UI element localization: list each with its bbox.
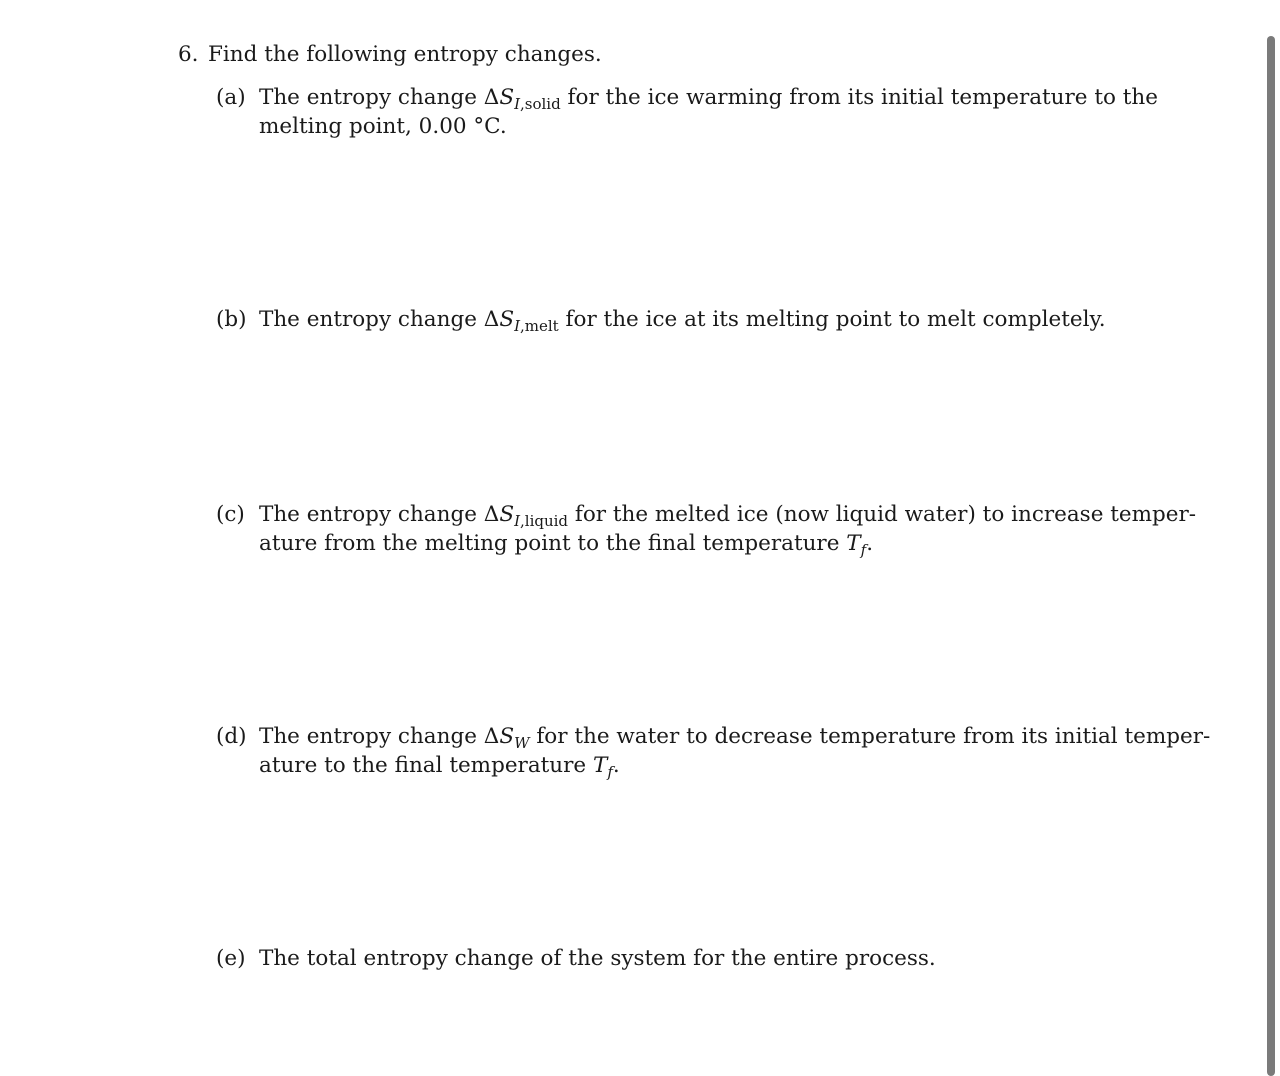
part-a-entropy-symbol: S bbox=[499, 85, 515, 110]
part-a-text-pre: The entropy change bbox=[259, 85, 484, 110]
part-d-delta-symbol: Δ bbox=[483, 724, 500, 749]
part-c-label: (c) bbox=[216, 502, 245, 527]
part-c-subscript-text: ,liquid bbox=[520, 512, 569, 530]
part-d bbox=[216, 722, 1211, 781]
part-b-text bbox=[259, 305, 1133, 334]
part-b-subscript-text: ,melt bbox=[520, 317, 559, 335]
part-c bbox=[216, 500, 1197, 559]
part-b-entropy-symbol: S bbox=[499, 307, 515, 332]
part-d-final-temp-symbol: T bbox=[592, 753, 608, 778]
part-b-label: (b) bbox=[216, 307, 247, 332]
part-c-text bbox=[259, 500, 1197, 559]
part-e-line-1: The total entropy change of the system for the entire process. bbox=[259, 946, 936, 971]
part-a-delta-symbol: Δ bbox=[483, 85, 500, 110]
part-d-final-temp-subscript: f bbox=[607, 763, 613, 781]
part-a-text-post: for the ice warming from its initial temperature to the bbox=[560, 85, 1158, 110]
part-c-line-2-end: . bbox=[866, 531, 874, 556]
part-b-text-pre: The entropy change bbox=[259, 307, 484, 332]
vertical-scrollbar[interactable] bbox=[1267, 36, 1275, 1076]
part-c-final-temp-subscript: f bbox=[860, 541, 867, 559]
part-e-label: (e) bbox=[216, 946, 246, 971]
part-c-subscript-var: I bbox=[514, 512, 520, 530]
part-a-line-2: melting point, 0.00 °C. bbox=[259, 114, 507, 139]
part-a bbox=[216, 83, 1158, 141]
part-a-subscript-text: ,solid bbox=[520, 95, 561, 113]
part-c-subscript bbox=[514, 512, 568, 530]
part-a-text bbox=[259, 83, 1158, 141]
part-d-line-2-end: . bbox=[612, 753, 620, 778]
part-b-text-post: for the ice at its melting point to melt completely. bbox=[558, 307, 1106, 332]
part-b-subscript bbox=[514, 317, 559, 335]
part-d-text-post: for the water to decrease temperature from its initial temper- bbox=[529, 724, 1211, 749]
part-c-delta-symbol: Δ bbox=[483, 502, 500, 527]
part-b-subscript-var: I bbox=[514, 317, 520, 335]
part-c-text-post: for the melted ice (now liquid water) to increase temper- bbox=[568, 502, 1197, 527]
part-c-line-2: ature from the melting point to the final temperature bbox=[259, 531, 847, 556]
part-c-final-temp-symbol: T bbox=[846, 531, 861, 556]
part-d-line-2: ature to the final temperature bbox=[259, 753, 593, 778]
part-e-text bbox=[259, 944, 1133, 973]
part-b-delta-symbol: Δ bbox=[483, 307, 500, 332]
part-d-subscript-var: W bbox=[514, 734, 530, 752]
part-a-subscript-var: I bbox=[514, 95, 520, 113]
part-d-text bbox=[259, 722, 1211, 781]
part-d-label: (d) bbox=[216, 724, 247, 749]
part-a-label: (a) bbox=[216, 85, 246, 110]
part-b bbox=[216, 305, 1133, 334]
part-a-subscript bbox=[514, 95, 561, 113]
problem-heading-text: Find the following entropy changes. bbox=[208, 42, 602, 67]
problem-heading bbox=[178, 40, 602, 69]
part-d-text-pre: The entropy change bbox=[259, 724, 484, 749]
part-c-entropy-symbol: S bbox=[499, 502, 515, 527]
part-c-text-pre: The entropy change bbox=[259, 502, 484, 527]
part-d-subscript bbox=[514, 734, 529, 752]
part-d-entropy-symbol: S bbox=[499, 724, 515, 749]
part-e bbox=[216, 944, 1133, 973]
problem-number: 6. bbox=[178, 42, 199, 67]
